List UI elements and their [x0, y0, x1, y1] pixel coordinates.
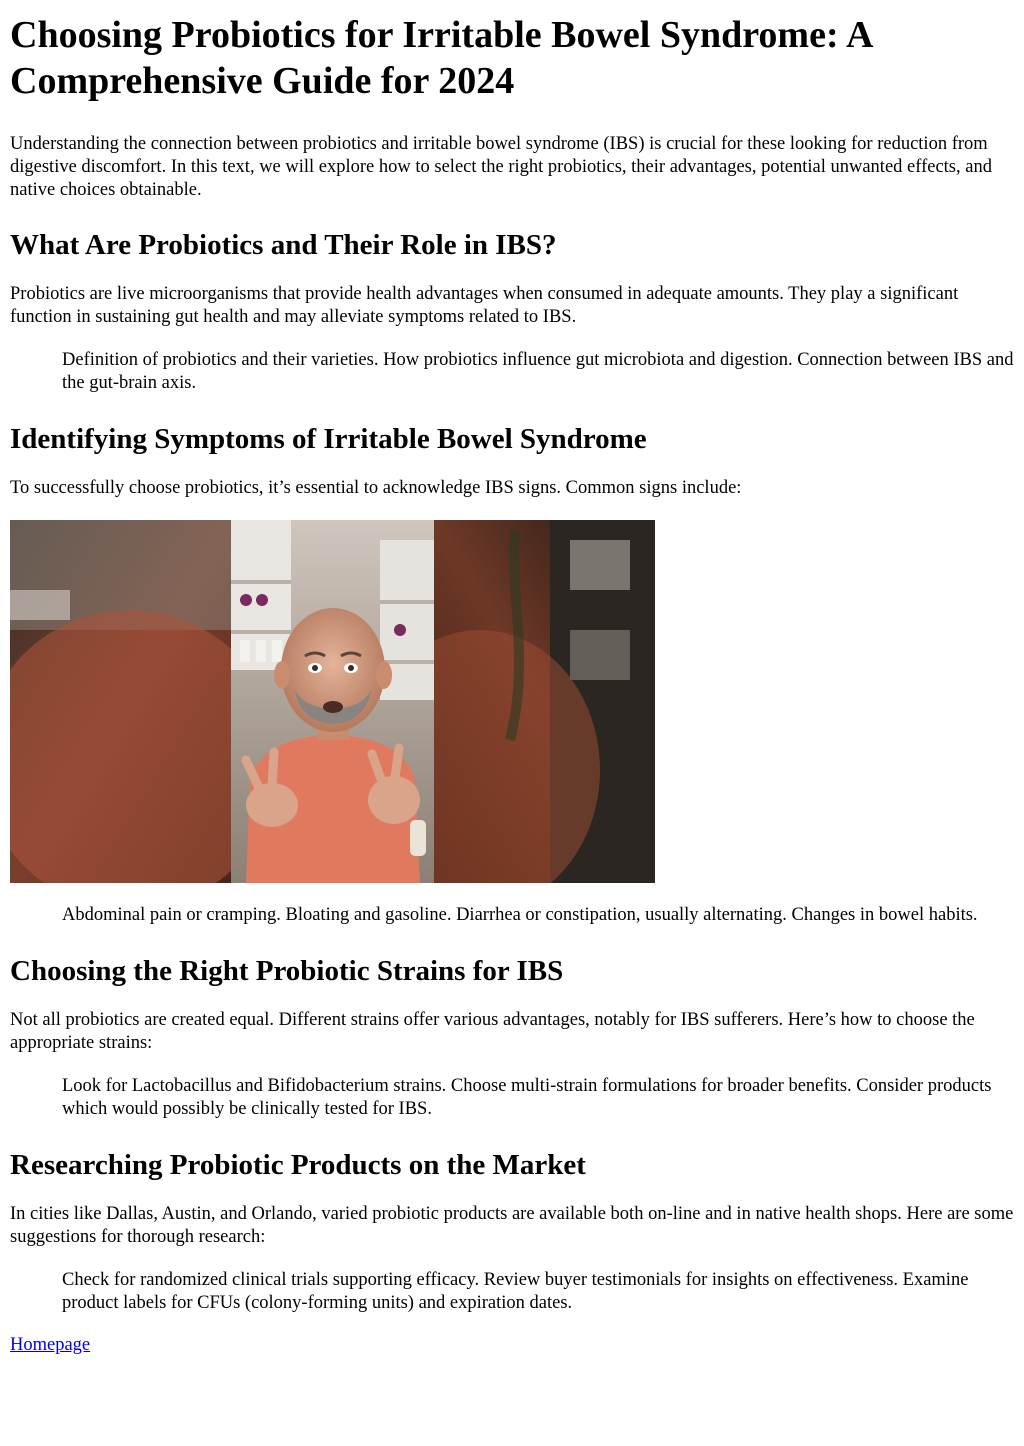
section-heading-probiotics-role: What Are Probiotics and Their Role in IBS? — [10, 229, 557, 261]
section-quote-research: Check for randomized clinical trials supporting efficacy. Review buyer testimonials for insights on effectiveness. Examine product labels for CFUs (colony-forming units) and expiration dates. — [62, 1270, 969, 1313]
article-title: Choosing Probiotics for Irritable Bowel Syndrome: A Comprehensive Guide for 2024 — [10, 14, 872, 102]
homepage-link[interactable]: Homepage — [10, 1335, 91, 1355]
article-page — [0, 12, 1024, 1357]
section-body-probiotics-role: Probiotics are live microorganisms that provide health advantages when consumed in adequate amounts. They play a significant function in sustaining gut health and may alleviate symptoms related to IBS. — [10, 284, 959, 327]
section-body-strains: Not all probiotics are created equal. Different strains offer various advantages, notably for IBS sufferers. Here’s how to choose the appropriate strains: — [10, 1010, 975, 1053]
section-quote-strains: Look for Lactobacillus and Bifidobacterium strains. Choose multi-strain formulations for broader benefits. Consider products which would possibly be clinically tested for IBS. — [62, 1076, 992, 1119]
homepage-link-row — [10, 1334, 1014, 1357]
section-body-research: In cities like Dallas, Austin, and Orlando, varied probiotic products are available both on-line and in native health shops. Here are some suggestions for thorough research: — [10, 1204, 1014, 1247]
section-quote-symptoms: Abdominal pain or cramping. Bloating and gasoline. Diarrhea or constipation, usually alternating. Changes in bowel habits. — [62, 905, 978, 925]
section-heading-symptoms: Identifying Symptoms of Irritable Bowel Syndrome — [10, 423, 647, 455]
man-speaking-image — [10, 520, 655, 883]
section-quote-probiotics-role: Definition of probiotics and their varieties. How probiotics influence gut microbiota and digestion. Connection between IBS and the gut-brain axis. — [62, 350, 1014, 393]
section-heading-research: Researching Probiotic Products on the Market — [10, 1149, 586, 1181]
section-body-symptoms: To successfully choose probiotics, it’s essential to acknowledge IBS signs. Common signs include: — [10, 478, 742, 498]
article-video-still — [10, 520, 655, 883]
intro-paragraph: Understanding the connection between probiotics and irritable bowel syndrome (IBS) is crucial for these looking for reduction from digestive discomfort. In this text, we will explore how to select the right probiotics, their advantages, potential unwanted effects, and native choices obtainable. — [10, 134, 992, 200]
section-heading-strains: Choosing the Right Probiotic Strains for IBS — [10, 955, 564, 987]
